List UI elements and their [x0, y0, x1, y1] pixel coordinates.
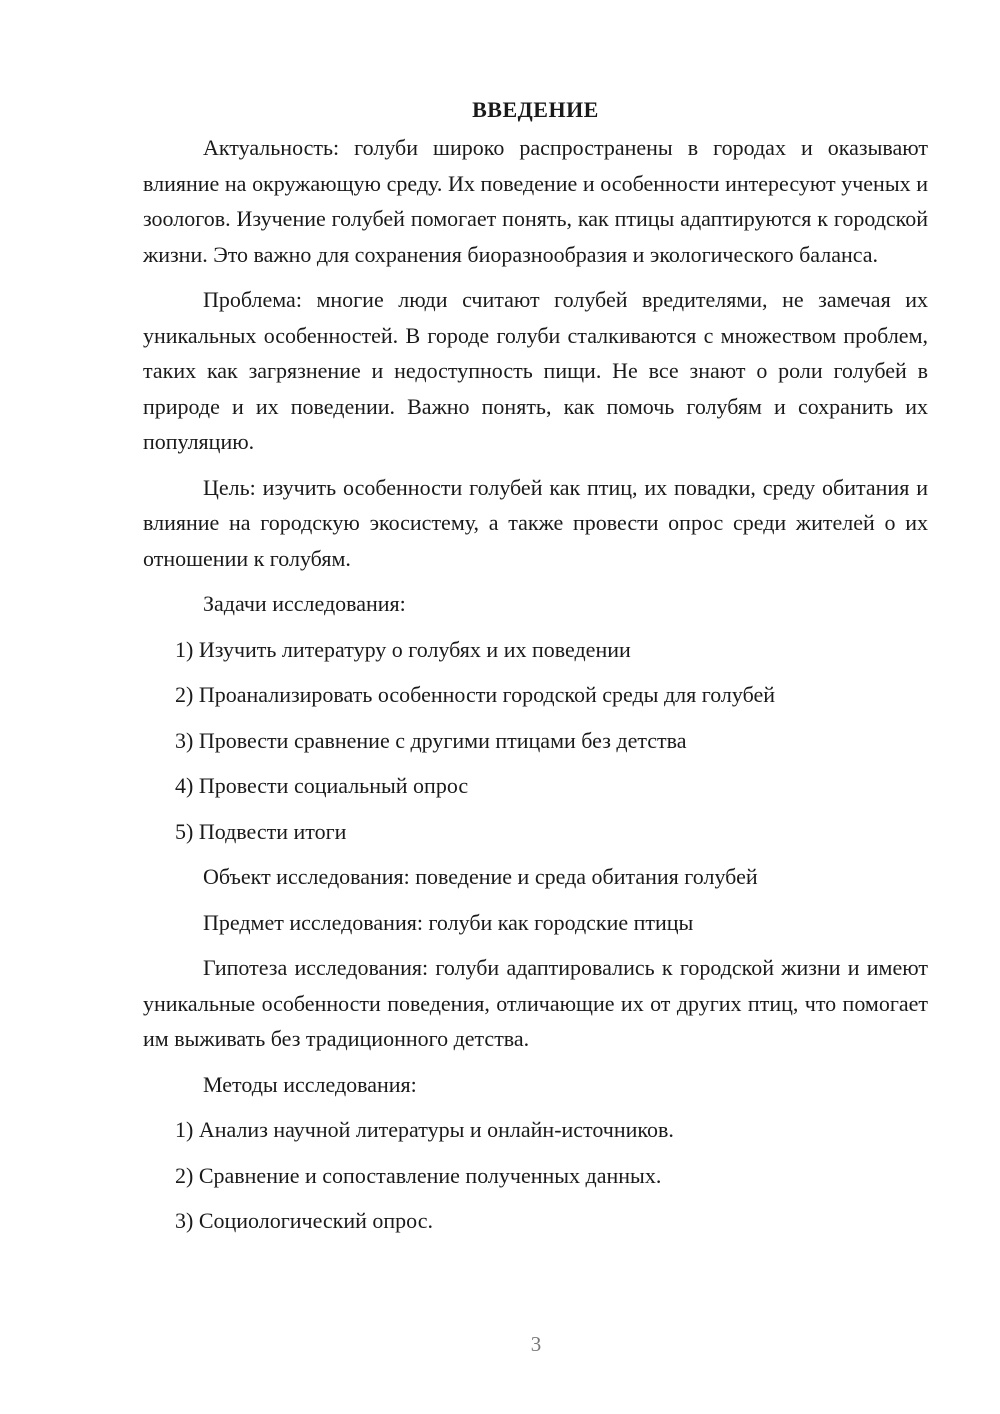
methods-heading: Методы исследования:: [203, 1071, 417, 1097]
list-item: 3) Социологический опрос.: [175, 1208, 433, 1233]
list-item: 5) Подвести итоги: [175, 818, 347, 844]
problem-paragraph: Проблема: многие люди считают голубей вредителями, не замечая их уникальных особенностей. В городе голуби сталкиваются с множеством проблем, таких как загрязнение и недоступность пищи. Не все знают о роли голубей в природе и их поведении. Важно понять, как помочь голубям и сохранить их популяцию.: [143, 287, 928, 454]
methods-list: [143, 1112, 928, 1239]
page-number: 3: [530, 1332, 542, 1356]
hypothesis-paragraph: Гипотеза исследования: голуби адаптировались к городской жизни и имеют уникальные особенности поведения, отличающие их от других птиц, что помогает им выживать без традиционного детства.: [143, 955, 928, 1051]
tasks-list: [143, 632, 928, 850]
list-item: 1) Анализ научной литературы и онлайн-источников.: [175, 1117, 674, 1142]
relevance-paragraph: Актуальность: голуби широко распространены в городах и оказывают влияние на окружающую среду. Их поведение и особенности интересуют ученых и зоологов. Изучение голубей помогает понять, как птицы адаптируются к городской жизни. Это важно для сохранения биоразнообразия и экологического баланса.: [143, 135, 928, 267]
list-item: 3) Провести сравнение с другими птицами без детства: [175, 727, 687, 753]
goal-paragraph: Цель: изучить особенности голубей как птиц, их повадки, среду обитания и влияние на городскую экосистему, а также провести опрос среди жителей о их отношении к голубям.: [143, 474, 928, 571]
research-subject: Предмет исследования: голуби как городские птицы: [203, 909, 694, 935]
document-page: [143, 92, 928, 1249]
research-object: Объект исследования: поведение и среда обитания голубей: [203, 864, 758, 889]
list-item: 4) Провести социальный опрос: [175, 773, 469, 798]
tasks-heading: Задачи исследования:: [203, 591, 406, 616]
list-item: 2) Проанализировать особенности городской среды для голубей: [175, 682, 776, 707]
list-item: 1) Изучить литературу о голубях и их поведении: [175, 636, 631, 662]
section-title: ВВЕДЕНИЕ: [472, 97, 599, 122]
list-item: 2) Сравнение и сопоставление полученных данных.: [175, 1162, 662, 1188]
